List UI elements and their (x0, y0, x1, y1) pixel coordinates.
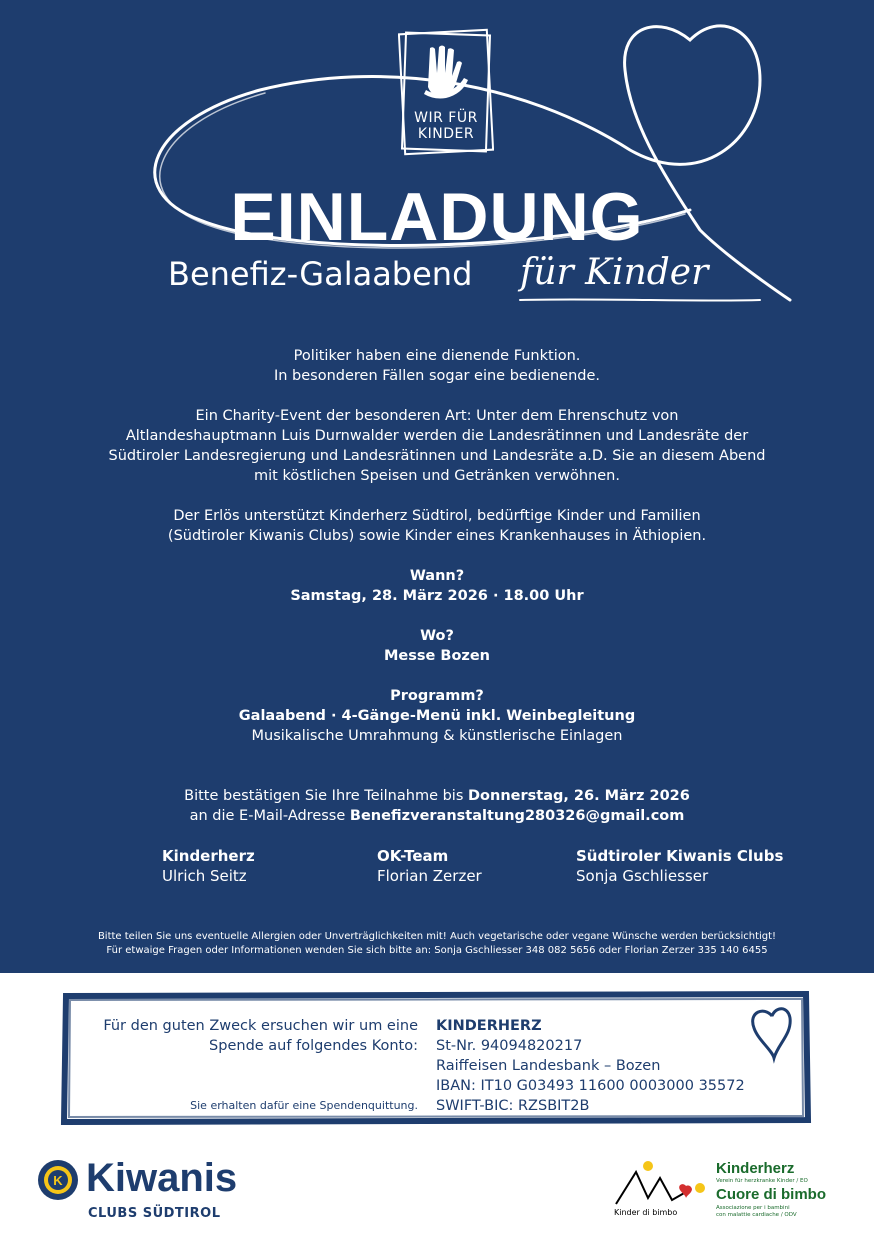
where-section (0, 626, 874, 666)
intro-text (0, 346, 874, 386)
note-line-1: Bitte teilen Sie uns eventuelle Allergien oder Unverträglichkeiten mit! Auch vegetarische oder vegane Wünsche werden berücksichtigt! (97, 931, 777, 942)
when-label: Wann? (409, 568, 465, 584)
tax-number: St-Nr. 94094820217 (436, 1038, 583, 1054)
logo-line-1: WIR FÜR (414, 110, 478, 126)
heart-icon (753, 1009, 791, 1058)
cuore-di-bimbo-sub-1: Associazione per i bambini (716, 1205, 790, 1211)
bank-details (436, 1016, 745, 1116)
kinderherz-name: Kinderherz (716, 1160, 795, 1177)
donation-receipt: Sie erhalten dafür eine Spendenquittung. (190, 1099, 418, 1112)
logo-line-2: KINDER (417, 126, 475, 142)
program-section (0, 686, 874, 746)
description-text (0, 406, 874, 486)
rsvp-section (0, 786, 874, 826)
program-value: Galaabend · 4-Gänge-Menü inkl. Weinbegleitung (238, 708, 636, 724)
proceeds-line-1: Der Erlös unterstützt Kinderherz Südtirol, bedürftige Kinder und Familien (173, 508, 701, 524)
bank-name: Raiffeisen Landesbank – Bozen (436, 1058, 661, 1074)
script-subtitle: für Kinder (520, 252, 709, 293)
description-line-4: mit köstlichen Speisen und Getränken verwöhnen. (254, 468, 620, 484)
subtitle: Benefiz-Galaabend (168, 255, 473, 293)
kinderherz-sub: Verein für herzkranke Kinder / EO (716, 1178, 808, 1184)
contact-kinderherz (162, 846, 255, 886)
donation-request (80, 1016, 418, 1056)
contact-org: OK-Team (377, 847, 449, 865)
account-name: KINDERHERZ (436, 1018, 542, 1034)
description-line-1: Ein Charity-Event der besonderen Art: Unter dem Ehrenschutz von (195, 408, 679, 424)
cuore-di-bimbo-name: Cuore di bimbo (716, 1186, 826, 1203)
donation-ask-line-1: Für den guten Zweck ersuchen wir um eine (103, 1018, 418, 1034)
rsvp-email-prefix: an die E-Mail-Adresse (189, 808, 350, 824)
allergy-note (0, 930, 874, 958)
contact-ok-team (377, 846, 482, 886)
proceeds-line-2: (Südtiroler Kiwanis Clubs) sowie Kinder eines Krankenhauses in Äthiopien. (167, 528, 707, 544)
kiwanis-sub: CLUBS SÜDTIROL (88, 1206, 221, 1221)
contact-person: Ulrich Seitz (162, 867, 247, 885)
page-title: EINLADUNG (230, 179, 644, 255)
contact-org: Südtiroler Kiwanis Clubs (576, 847, 784, 865)
note-line-2: Für etwaige Fragen oder Informationen wenden Sie sich bitte an: Sonja Gschliesser 348 082 5656 oder Florian Zerzer 335 140 6455 (106, 945, 768, 956)
kinderherz-mark-label: Kinder di bimbo (614, 1208, 678, 1217)
donation-ask-line-2: Spende auf folgendes Konto: (209, 1038, 418, 1054)
intro-line-1: Politiker haben eine dienende Funktion. (293, 348, 581, 364)
rsvp-line-2 (0, 806, 874, 826)
contact-org: Kinderherz (162, 847, 255, 865)
kiwanis-emblem-icon (36, 1158, 80, 1202)
rsvp-email[interactable]: Benefizveranstaltung280326@gmail.com (349, 808, 685, 824)
logo-text (398, 110, 494, 142)
rsvp-line-1 (0, 786, 874, 806)
contact-kiwanis (576, 846, 783, 886)
description-line-3: Südtiroler Landesregierung und Landesrätinnen und Landesräte a.D. Sie an diesem Abend (108, 448, 766, 464)
swift-bic: SWIFT-BIC: RZSBIT2B (436, 1098, 590, 1114)
intro-line-2: In besonderen Fällen sogar eine bedienende. (273, 368, 601, 384)
rsvp-prefix: Bitte bestätigen Sie Ihre Teilnahme bis (184, 788, 468, 804)
iban: IBAN: IT10 G03493 11600 0003000 35572 (436, 1078, 745, 1094)
program-extra: Musikalische Umrahmung & künstlerische Einlagen (251, 728, 623, 744)
cuore-di-bimbo-sub-2: con malattie cardiache / ODV (716, 1212, 797, 1218)
program-label: Programm? (390, 688, 484, 704)
svg-text:K: K (53, 1173, 63, 1188)
contact-person: Florian Zerzer (377, 867, 482, 885)
proceeds-text (0, 506, 874, 546)
when-value: Samstag, 28. März 2026 · 18.00 Uhr (290, 588, 584, 604)
contact-person: Sonja Gschliesser (576, 867, 709, 885)
rsvp-date: Donnerstag, 26. März 2026 (468, 788, 690, 804)
where-label: Wo? (420, 628, 454, 644)
where-value: Messe Bozen (383, 648, 491, 664)
when-section (0, 566, 874, 606)
description-line-2: Altlandeshauptmann Luis Durnwalder werden die Landesrätinnen und Landesräte der (125, 428, 749, 444)
kiwanis-name: Kiwanis (86, 1156, 238, 1200)
